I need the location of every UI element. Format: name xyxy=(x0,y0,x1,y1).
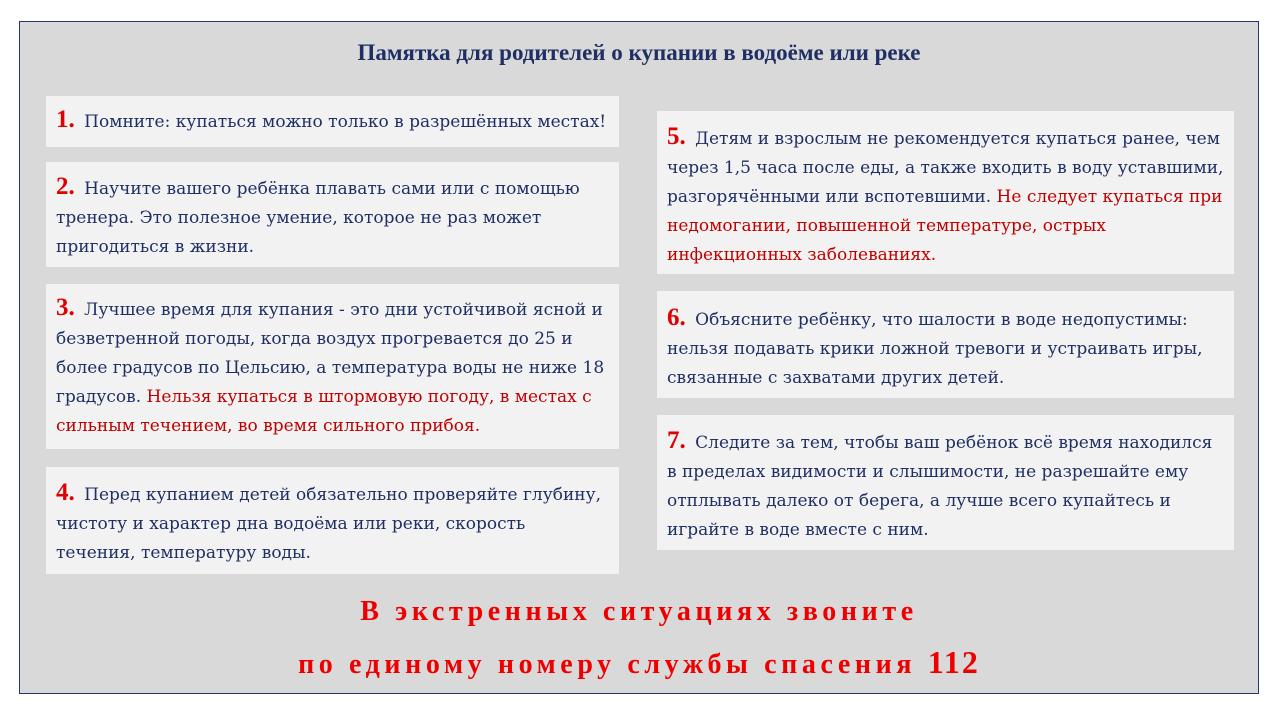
rule-text: Перед купанием детей обязательно проверяйте глубину, чистоту и характер дна водоёма или реки, скорость течения, температуру воды. xyxy=(56,485,602,563)
rule-card-7 xyxy=(657,415,1234,550)
emergency-text: по единому номеру службы спасения xyxy=(298,649,917,680)
rule-number: 1. xyxy=(56,106,75,133)
rule-card-2 xyxy=(46,162,619,267)
rule-card-4 xyxy=(46,467,619,574)
emergency-line-1: В экстренных ситуациях звоните xyxy=(360,596,918,627)
emergency-number: 112 xyxy=(927,644,980,680)
rule-number: 3. xyxy=(56,294,75,321)
memo-frame xyxy=(19,21,1259,694)
page-title: Памятка для родителей о купании в водоёме или реке xyxy=(357,40,921,65)
rule-warning: Не следует купаться при недомогании, повышенной температуре, острых инфекционных заболеваниях. xyxy=(667,187,1223,265)
rule-text: Помните: купаться можно только в разрешённых местах! xyxy=(84,112,607,132)
rule-card-1 xyxy=(46,96,619,147)
rule-number: 2. xyxy=(56,173,75,200)
rule-text: Лучшее время для купания - это дни устойчивой ясной и безветренной погоды, когда воздух прогревается до 25 и более градусов по Цельсию, а температура воды не ниже 18 градусов. xyxy=(56,300,605,407)
rule-text: Детям и взрослым не рекомендуется купаться ранее, чем через 1,5 часа после еды, а также входить в воду уставшими, разгорячёнными или вспотевшими. xyxy=(667,129,1224,207)
emergency-line-2 xyxy=(20,644,1258,681)
rule-card-5 xyxy=(657,111,1234,274)
rule-number: 5. xyxy=(667,123,686,150)
rule-warning: Нельзя купаться в штормовую погоду, в местах с сильным течением, во время сильного прибоя. xyxy=(56,387,592,436)
rule-text: Следите за тем, чтобы ваш ребёнок всё время находился в пределах видимости и слышимости, не разрешайте ему отплывать далеко от берега, а лучше всего купайтесь и играйте в воде вместе с ним. xyxy=(667,433,1213,540)
rule-number: 4. xyxy=(56,479,75,506)
rule-number: 7. xyxy=(667,427,686,454)
rule-text: Объясните ребёнку, что шалости в воде недопустимы: нельзя подавать крики ложной тревоги и устраивать игры, связанные с захватами других детей. xyxy=(667,310,1203,388)
rule-text: Научите вашего ребёнка плавать сами или с помощью тренера. Это полезное умение, которое не раз может пригодиться в жизни. xyxy=(56,179,580,257)
rule-card-3 xyxy=(46,284,619,449)
rule-card-6 xyxy=(657,291,1234,398)
rule-number: 6. xyxy=(667,304,686,331)
